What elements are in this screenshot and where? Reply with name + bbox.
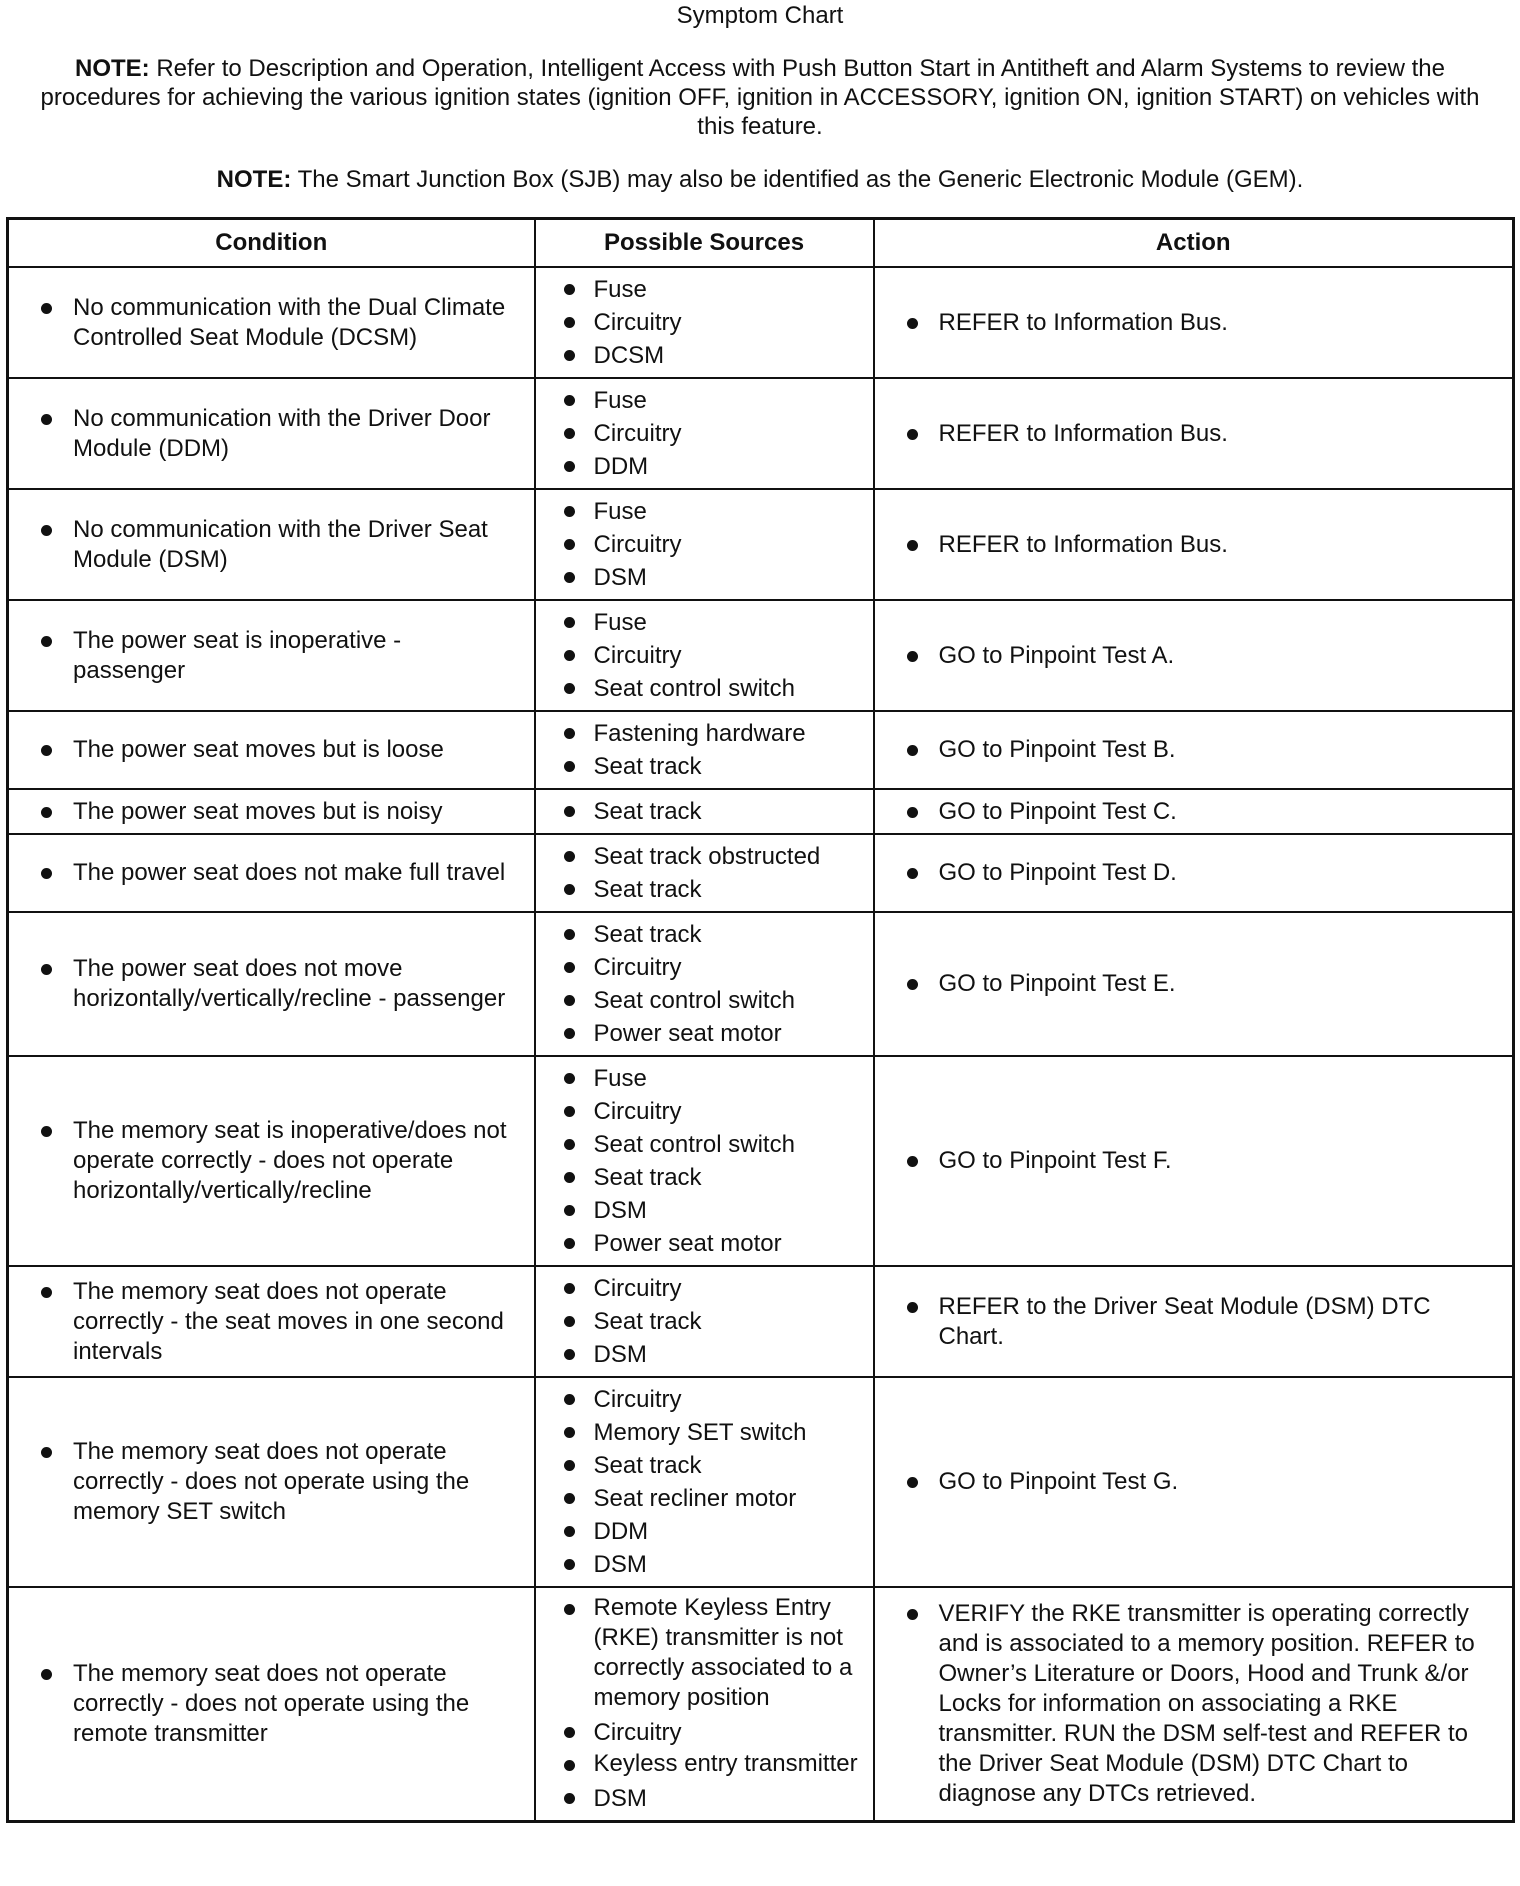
source-item: Circuitry <box>536 951 865 984</box>
condition-text: The memory seat does not operate correctly - does not operate using the remote transmitter <box>15 1659 518 1749</box>
source-item: DDM <box>536 450 865 483</box>
sources-cell <box>535 912 874 1056</box>
action-cell <box>874 834 1514 912</box>
action-cell <box>874 912 1514 1056</box>
sources-cell <box>535 1587 874 1822</box>
condition-text: The memory seat does not operate correctly - does not operate using the memory SET switch <box>15 1437 518 1527</box>
source-item: Fuse <box>536 384 865 417</box>
sources-cell <box>535 489 874 600</box>
condition-cell <box>8 789 535 834</box>
source-item: Seat track <box>536 1161 865 1194</box>
source-item: Seat track <box>536 918 865 951</box>
condition-cell <box>8 378 535 489</box>
condition-text: The memory seat does not operate correctly - the seat moves in one second intervals <box>15 1277 518 1367</box>
table-header-row <box>8 219 1514 268</box>
action-text: REFER to the Driver Seat Module (DSM) DTC Chart. <box>881 1292 1497 1352</box>
header-condition: Condition <box>8 219 535 268</box>
sources-cell <box>535 711 874 789</box>
condition-text: No communication with the Dual Climate Controlled Seat Module (DCSM) <box>15 293 518 353</box>
source-item: Circuitry <box>536 1383 865 1416</box>
condition-cell <box>8 1377 535 1587</box>
action-cell <box>874 1377 1514 1587</box>
condition-cell <box>8 1056 535 1266</box>
condition-cell <box>8 600 535 711</box>
note-ignition-states <box>20 54 1500 141</box>
action-cell <box>874 1266 1514 1377</box>
condition-text: The power seat moves but is noisy <box>15 797 518 827</box>
action-text: VERIFY the RKE transmitter is operating correctly and is associated to a memory position. REFER to Owner’s Literature or Doors, Hood and Trunk &/or Locks for information on associating a RKE transmitter. RUN the DSM self-test and REFER to the Driver Seat Module (DSM) DTC Chart to diagnose any DTCs retrieved. <box>881 1599 1497 1809</box>
table-row <box>8 600 1514 711</box>
table-row <box>8 489 1514 600</box>
condition-text: The memory seat is inoperative/does not operate correctly - does not operate horizontally/vertically/recline <box>15 1116 518 1206</box>
condition-cell <box>8 711 535 789</box>
table-row <box>8 711 1514 789</box>
condition-cell <box>8 912 535 1056</box>
source-item: DSM <box>536 561 865 594</box>
source-item: Keyless entry transmitter <box>536 1749 865 1779</box>
sources-cell <box>535 1056 874 1266</box>
action-cell <box>874 789 1514 834</box>
table-row <box>8 1266 1514 1377</box>
sources-cell <box>535 378 874 489</box>
source-item: Fuse <box>536 495 865 528</box>
sources-cell <box>535 789 874 834</box>
source-item: Circuitry <box>536 1095 865 1128</box>
table-row <box>8 267 1514 378</box>
action-text: GO to Pinpoint Test C. <box>881 797 1497 827</box>
source-item: Seat control switch <box>536 984 865 1017</box>
condition-cell <box>8 1266 535 1377</box>
source-item: Circuitry <box>536 1716 865 1749</box>
page-title: Symptom Chart <box>676 2 844 29</box>
sources-cell <box>535 267 874 378</box>
table-row <box>8 834 1514 912</box>
sources-cell <box>535 834 874 912</box>
source-item: Power seat motor <box>536 1227 865 1260</box>
source-item: Circuitry <box>536 1272 865 1305</box>
source-item: Seat track <box>536 1449 865 1482</box>
source-item: Power seat motor <box>536 1017 865 1050</box>
source-item: Seat track <box>536 873 865 906</box>
note-text: The Smart Junction Box (SJB) may also be identified as the Generic Electronic Module (GEM). <box>291 166 1304 193</box>
source-item: Circuitry <box>536 417 865 450</box>
condition-text: The power seat is inoperative - passenger <box>15 626 518 686</box>
note-sjb-gem <box>20 165 1500 194</box>
source-item: Circuitry <box>536 639 865 672</box>
table-row <box>8 789 1514 834</box>
source-item: DSM <box>536 1194 865 1227</box>
source-item: Seat track <box>536 795 865 828</box>
source-item: DCSM <box>536 339 865 372</box>
source-item: Memory SET switch <box>536 1416 865 1449</box>
source-item: DSM <box>536 1782 865 1815</box>
action-cell <box>874 267 1514 378</box>
note-text: Refer to Description and Operation, Intelligent Access with Push Button Start in Antitheft and Alarm Systems to review the procedures for achieving the various ignition states (ignition OFF, ignition in ACCESSORY, ignition ON, ignition START) on vehicles with this feature. <box>40 55 1480 140</box>
table-row <box>8 912 1514 1056</box>
condition-text: The power seat does not move horizontally/vertically/recline - passenger <box>15 954 518 1014</box>
source-item: Seat control switch <box>536 1128 865 1161</box>
note-label: NOTE: <box>216 166 292 193</box>
source-item: Fuse <box>536 1062 865 1095</box>
action-text: REFER to Information Bus. <box>881 419 1497 449</box>
condition-text: The power seat moves but is loose <box>15 735 518 765</box>
source-item: Seat track <box>536 1305 865 1338</box>
action-text: GO to Pinpoint Test G. <box>881 1467 1497 1497</box>
source-item: Fuse <box>536 273 865 306</box>
table-row <box>8 1377 1514 1587</box>
sources-cell <box>535 600 874 711</box>
condition-cell <box>8 834 535 912</box>
source-item: DDM <box>536 1515 865 1548</box>
source-item: Seat track <box>536 750 865 783</box>
action-cell <box>874 489 1514 600</box>
condition-cell <box>8 1587 535 1822</box>
action-cell <box>874 600 1514 711</box>
source-item: Fuse <box>536 606 865 639</box>
source-item: Seat recliner motor <box>536 1482 865 1515</box>
action-text: GO to Pinpoint Test D. <box>881 858 1497 888</box>
table-row <box>8 1587 1514 1822</box>
source-item: Fastening hardware <box>536 717 865 750</box>
action-cell <box>874 1587 1514 1822</box>
header-possible-sources: Possible Sources <box>535 219 874 268</box>
sources-cell <box>535 1377 874 1587</box>
action-cell <box>874 1056 1514 1266</box>
source-item: Circuitry <box>536 528 865 561</box>
action-text: GO to Pinpoint Test F. <box>881 1146 1497 1176</box>
condition-text: The power seat does not make full travel <box>15 858 518 888</box>
action-text: REFER to Information Bus. <box>881 530 1497 560</box>
source-item: Remote Keyless Entry (RKE) transmitter is not correctly associated to a memory position <box>536 1593 865 1713</box>
condition-cell <box>8 489 535 600</box>
sources-cell <box>535 1266 874 1377</box>
source-item: Seat track obstructed <box>536 840 865 873</box>
note-label: NOTE: <box>75 55 150 82</box>
condition-cell <box>8 267 535 378</box>
action-text: GO to Pinpoint Test B. <box>881 735 1497 765</box>
action-text: REFER to Information Bus. <box>881 308 1497 338</box>
symptom-table <box>6 217 1515 1823</box>
table-row <box>8 378 1514 489</box>
condition-text: No communication with the Driver Door Module (DDM) <box>15 404 518 464</box>
source-item: Circuitry <box>536 306 865 339</box>
action-cell <box>874 711 1514 789</box>
header-action: Action <box>874 219 1514 268</box>
table-row <box>8 1056 1514 1266</box>
condition-text: No communication with the Driver Seat Module (DSM) <box>15 515 518 575</box>
source-item: DSM <box>536 1548 865 1581</box>
source-item: Seat control switch <box>536 672 865 705</box>
action-text: GO to Pinpoint Test A. <box>881 641 1497 671</box>
source-item: DSM <box>536 1338 865 1371</box>
action-cell <box>874 378 1514 489</box>
action-text: GO to Pinpoint Test E. <box>881 969 1497 999</box>
